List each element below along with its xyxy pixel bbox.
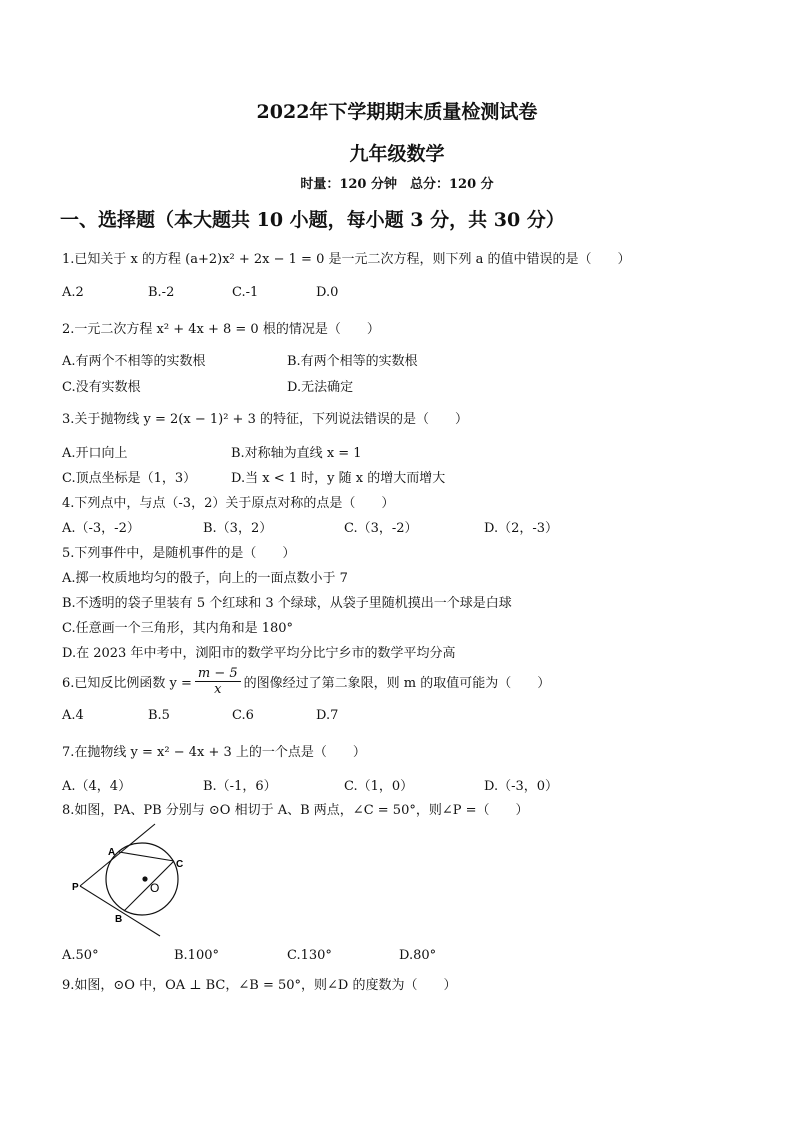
- label-c: C: [176, 859, 184, 870]
- question-7-stem: 7.在抛物线 y = x² − 4x + 3 上的一个点是（ ）: [62, 745, 366, 760]
- question-2-option-b: B.有两个相等的实数根: [287, 354, 418, 369]
- question-8-option-d: D.80°: [399, 948, 437, 963]
- question-4-option-d: D.（2，-3）: [484, 521, 559, 536]
- question-3-option-a: A.开口向上: [62, 446, 128, 461]
- label-o: O: [150, 881, 160, 895]
- subject-title: 九年级数学: [349, 143, 445, 165]
- tangent-pb: [80, 886, 160, 936]
- question-6-option-a: A.4: [62, 708, 84, 723]
- question-6-stem-pre: 6.已知反比例函数 y =: [62, 676, 192, 691]
- question-4-stem: 4.下列点中，与点（-3，2）关于原点对称的点是（ ）: [62, 496, 395, 511]
- question-6-stem: [62, 666, 550, 697]
- question-7-option-a: A.（4，4）: [62, 779, 132, 794]
- question-5-option-d: D.在 2023 年中考中，浏阳市的数学平均分比宁乡市的数学平均分高: [62, 646, 456, 661]
- chord-bc: [124, 861, 174, 911]
- question-2-option-c: C.没有实数根: [62, 380, 141, 395]
- question-9-stem: 9.如图，⊙O 中，OA ⊥ BC，∠B = 50°，则∠D 的度数为（ ）: [62, 978, 457, 993]
- question-5-stem: 5.下列事件中，是随机事件的是（ ）: [62, 546, 296, 561]
- question-5-option-c: C.任意画一个三角形，其内角和是 180°: [62, 621, 294, 636]
- question-2-stem: 2.一元二次方程 x² + 4x + 8 = 0 根的情况是（ ）: [62, 322, 380, 337]
- question-4-option-c: C.（3，-2）: [344, 521, 418, 536]
- question-1-option-d: D.0: [316, 285, 339, 300]
- question-1-option-b: B.-2: [148, 285, 175, 300]
- question-2-option-d: D.无法确定: [287, 380, 354, 395]
- question-8-option-b: B.100°: [174, 948, 219, 963]
- exam-title: 2022年下学期期末质量检测试卷: [256, 101, 538, 123]
- label-b: B: [115, 914, 123, 925]
- center-point: [142, 876, 147, 881]
- question-6-option-b: B.5: [148, 708, 170, 723]
- question-3-stem: 3.关于抛物线 y = 2(x − 1)² + 3 的特征，下列说法错误的是（ ）: [62, 412, 468, 427]
- section-title: 一、选择题（本大题共 10 小题，每小题 3 分，共 30 分）: [60, 209, 565, 231]
- label-a: A: [108, 847, 116, 858]
- question-1-option-a: A.2: [62, 285, 84, 300]
- chord-ac: [119, 852, 174, 861]
- tangent-circle-figure: [68, 822, 198, 940]
- question-4-option-a: A.（-3，-2）: [62, 521, 140, 536]
- question-1-option-c: C.-1: [232, 285, 259, 300]
- question-6-option-c: C.6: [232, 708, 254, 723]
- question-8-option-a: A.50°: [62, 948, 99, 963]
- fraction-numerator: m − 5: [195, 666, 241, 682]
- label-p: P: [72, 882, 79, 893]
- question-8-option-c: C.130°: [287, 948, 332, 963]
- question-5-option-b: B.不透明的袋子里装有 5 个红球和 3 个绿球，从袋子里随机摸出一个球是白球: [62, 596, 512, 611]
- question-3-option-c: C.顶点坐标是（1，3）: [62, 471, 197, 486]
- tangent-pa: [80, 824, 155, 886]
- question-3-option-d: D.当 x < 1 时，y 随 x 的增大而增大: [231, 471, 446, 486]
- question-6-stem-post: 的图像经过了第二象限，则 m 的取值可能为（ ）: [243, 676, 551, 691]
- question-6-option-d: D.7: [316, 708, 339, 723]
- circle-o: [106, 843, 178, 915]
- question-4-option-b: B.（3，2）: [203, 521, 273, 536]
- exam-meta: 时量：120 分钟 总分：120 分: [300, 177, 494, 192]
- question-5-option-a: A.掷一枚质地均匀的骰子，向上的一面点数小于 7: [62, 571, 348, 586]
- question-7-option-b: B.（-1，6）: [203, 779, 277, 794]
- question-3-option-b: B.对称轴为直线 x = 1: [231, 446, 362, 461]
- question-6-fraction: [195, 666, 241, 697]
- question-8-stem: 8.如图，PA、PB 分别与 ⊙O 相切于 A、B 两点，∠C = 50°，则∠P =（ ）: [62, 803, 529, 818]
- question-1-stem: 1.已知关于 x 的方程 (a+2)x² + 2x − 1 = 0 是一元二次方程，则下列 a 的值中错误的是（ ）: [62, 252, 631, 267]
- question-2-option-a: A.有两个不相等的实数根: [62, 354, 206, 369]
- question-7-option-c: C.（1，0）: [344, 779, 414, 794]
- fraction-denominator: x: [214, 682, 222, 697]
- question-7-option-d: D.（-3，0）: [484, 779, 559, 794]
